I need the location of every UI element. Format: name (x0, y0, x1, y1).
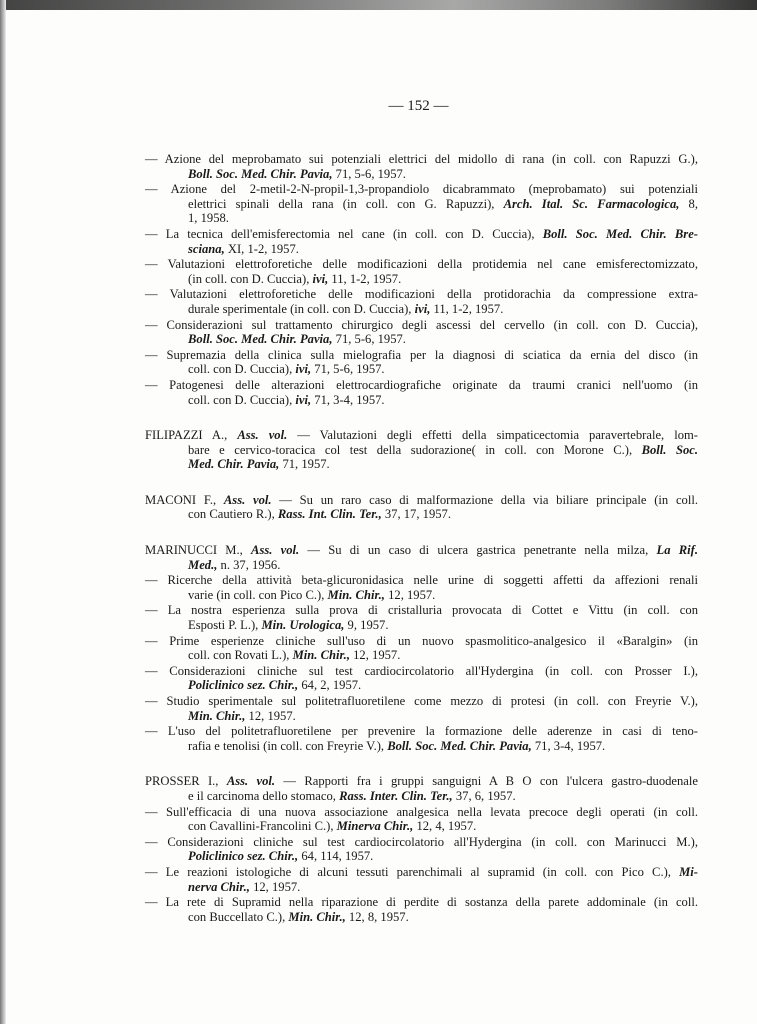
entry-line (145, 378, 698, 393)
entry-text: coll. con Rovati L.), (188, 648, 293, 663)
bibliography-entry (145, 694, 698, 723)
entry-text: 12, 8, 1957. (345, 909, 409, 924)
entry-text: coll. con D. Cuccia), (188, 392, 296, 407)
entry-text: — Azione del meprobamato sui potenziali elettrici del midollo di rana (in coll. con Rapuzzi G.), (145, 152, 698, 166)
entry-line (145, 362, 698, 377)
journal-citation: Ass. vol. (251, 543, 300, 558)
entry-line (145, 789, 698, 804)
entry-line (145, 895, 698, 910)
entry-line (145, 457, 698, 472)
entry-line (145, 588, 698, 603)
entry-text: XI, 1-2, 1957. (224, 241, 299, 256)
journal-citation: Min. Chir., (292, 648, 350, 663)
journal-citation: Boll. Soc. Med. Chir. Pavia, (188, 332, 333, 347)
journal-citation: Min. Chir., (288, 909, 346, 924)
entry-line (145, 182, 698, 197)
entry-text: 71, 5-6, 1957. (311, 362, 385, 377)
entry-line (145, 197, 698, 212)
entry-text: rafia e tenolisi (in coll. con Freyrie V.), (188, 738, 388, 753)
journal-citation: Ass. vol. (223, 492, 272, 507)
entry-text: — Sull'efficacia di una nuova associazione analgesica nella levata precoce degli operati (in coll. (145, 804, 698, 819)
entry-line (145, 428, 698, 443)
bibliography-author-entry (145, 428, 698, 472)
bibliography-entry (145, 724, 698, 753)
entry-text: — Su un raro caso di malformazione della via biliare principale (in coll. (271, 492, 698, 507)
journal-citation: sciana, (188, 241, 225, 256)
entry-text: (in coll. con D. Cuccia), (188, 271, 313, 286)
journal-citation: Policlinico sez. Chir., (188, 849, 299, 864)
entry-text: n. 37, 1956. (217, 557, 281, 572)
entry-line (145, 152, 698, 167)
journal-citation: Min. Chir., (327, 587, 385, 602)
entry-line (145, 835, 698, 850)
entry-text: — L'uso del politetrafluoretilene per prevenire la formazione delle aderenze in casi di teno- (145, 724, 698, 739)
entry-line (145, 819, 698, 834)
entry-line (145, 348, 698, 363)
entry-line (145, 227, 698, 242)
journal-citation: Min. Urologica, (261, 618, 345, 633)
entry-text: — La tecnica dell'emisferectomia nel cane (in coll. con D. Cuccia), (145, 226, 543, 241)
entry-text: 71, 5-6, 1957. (332, 332, 406, 347)
entry-text: — Valutazioni elettroforetiche delle modificazioni della protidorachia da compressione extra- (145, 287, 698, 302)
bibliography-entry (145, 835, 698, 864)
journal-citation: ivi, (312, 271, 329, 286)
entry-line (145, 694, 698, 709)
scan-top-edge (0, 0, 757, 10)
entry-line (145, 634, 698, 649)
scan-left-edge (0, 0, 6, 1024)
entry-line (145, 849, 698, 864)
bibliography-entry (145, 573, 698, 602)
journal-citation: Minerva Chir., (336, 819, 414, 834)
bibliography-entry (145, 865, 698, 894)
entry-text: 11, 1-2, 1957. (430, 301, 504, 316)
journal-citation: nerva Chir., (188, 879, 250, 894)
entry-text: 37, 6, 1957. (452, 788, 516, 803)
entry-line (145, 257, 698, 272)
entry-text: 12, 1957. (245, 708, 296, 723)
entry-line (145, 272, 698, 287)
bibliography-entry (145, 318, 698, 347)
entry-line (145, 880, 698, 895)
journal-citation: ivi, (414, 301, 431, 316)
entry-text: 12, 1957. (384, 587, 436, 602)
entry-text: e il carcinoma dello stomaco, (188, 788, 340, 803)
journal-citation: Mi- (679, 864, 698, 879)
bibliography-entry (145, 603, 698, 632)
bibliography-entry (145, 287, 698, 316)
journal-citation: Rass. Int. Clin. Ter., (277, 507, 382, 522)
entry-line (145, 618, 698, 633)
entry-text: 71, 3-4, 1957. (311, 392, 385, 407)
entry-line (145, 332, 698, 347)
entry-text: elettrici spinali della rana (in coll. con G. Rapuzzi), (188, 196, 504, 211)
entry-line (145, 648, 698, 663)
entry-text: coll. con D. Cuccia), (188, 362, 296, 377)
bibliography-entry (145, 664, 698, 693)
bibliography-entry (145, 182, 698, 226)
journal-citation: Ass. vol. (237, 428, 288, 443)
entry-line (145, 302, 698, 317)
bibliography-list (145, 152, 698, 925)
entry-text: MACONI F., (145, 492, 224, 507)
entry-line (145, 678, 698, 693)
entry-text: 11, 1-2, 1957. (328, 271, 402, 286)
entry-text: — Considerazioni cliniche sul test cardiocircolatorio all'Hydergina (in coll. con Prosser I.), (145, 663, 698, 678)
entry-text: con Cautiero R.), (188, 507, 278, 522)
entry-line (145, 167, 698, 182)
entry-text: — Azione del 2-metil-2-N-propil-1,3-propandiolo dicabrammato (meprobamato) sui potenziali (145, 182, 698, 197)
entry-text: — Patogenesi delle alterazioni elettrocardiografiche originate da traumi cranici nell'uomo (in (145, 377, 698, 392)
journal-citation: Med. Chir. Pavia, (188, 457, 280, 472)
entry-text: — Ricerche della attività beta-glicuronidasica nelle urine di soggetti affetti da affezioni renali (145, 573, 698, 588)
entry-text: — Valutazioni elettroforetiche delle modificazioni della protidemia nel cane emisferectomizzato, (145, 257, 698, 272)
entry-text: — La rete di Supramid nella riparazione di perdite di sostanza della parete addominale (in coll. (145, 895, 698, 910)
bibliography-author-entry (145, 774, 698, 803)
journal-citation: Boll. Soc. (641, 442, 698, 457)
entry-line (145, 709, 698, 724)
entry-line (145, 865, 698, 880)
bibliography-entry (145, 227, 698, 256)
entry-line (145, 493, 698, 508)
bibliography-entry (145, 895, 698, 924)
journal-citation: Arch. Ital. Sc. Farmacologica, (503, 196, 680, 211)
entry-text: — Rapporti fra i gruppi sanguigni A B O con l'ulcera gastro-duodenale (275, 774, 698, 789)
entry-text: bare e cervico-toracica col test della sudorazione( in coll. con Morone C.), (188, 442, 642, 457)
entry-text: 1, 1958. (188, 211, 229, 226)
entry-line (145, 910, 698, 925)
bibliography-entry (145, 805, 698, 834)
bibliography-entry (145, 348, 698, 377)
entry-text: — La nostra esperienza sulla prova di cristalluria provocata di Cottet e Vittu (in coll. con (145, 603, 698, 618)
journal-citation: Policlinico sez. Chir., (188, 678, 299, 693)
bibliography-entry (145, 257, 698, 286)
entry-line (145, 287, 698, 302)
entry-line (145, 318, 698, 333)
bibliography-entry (145, 152, 698, 181)
entry-text: MARINUCCI M., (145, 543, 252, 558)
entry-text: 64, 114, 1957. (298, 849, 374, 864)
bibliography-entry (145, 378, 698, 407)
entry-line (145, 543, 698, 558)
entry-text: — Studio sperimentale sul politetrafluoretilene come mezzo di protesi (in coll. con Freyrie V.), (145, 694, 698, 708)
bibliography-author-entry (145, 493, 698, 522)
entry-text: — Considerazioni cliniche sul test cardiocircolatorio all'Hydergina (in coll. con Marinucci M.), (145, 834, 698, 849)
entry-line (145, 739, 698, 754)
entry-line (145, 805, 698, 820)
entry-text: FILIPAZZI A., (145, 428, 238, 443)
journal-citation: ivi, (295, 392, 312, 407)
bibliography-author-entry (145, 543, 698, 572)
entry-line (145, 774, 698, 789)
entry-text: 12, 4, 1957. (413, 819, 477, 834)
entry-text: — Supremazia della clinica sulla mielografia per la diagnosi di sciatica da ernia del disco (in (145, 347, 698, 362)
entry-text: PROSSER I., (145, 774, 227, 789)
entry-text: 71, 1957. (279, 457, 330, 472)
journal-citation: Med., (188, 557, 218, 572)
entry-text: — Su di un caso di ulcera gastrica penetrante nella milza, (299, 543, 657, 558)
entry-line (145, 573, 698, 588)
journal-citation: ivi, (295, 362, 312, 377)
entry-text: — Prime esperienze cliniche sull'uso di un nuovo spasmolitico-analgesico il «Baralgin» (in (145, 633, 698, 648)
entry-line (145, 664, 698, 679)
journal-citation: Boll. Soc. Med. Chir. Pavia, (387, 738, 532, 753)
entry-line (145, 211, 698, 226)
entry-text: con Cavallini-Francolini C.), (188, 819, 337, 834)
entry-line (145, 558, 698, 573)
journal-citation: Min. Chir., (188, 708, 246, 723)
entry-text: 8, (679, 196, 699, 211)
entry-text: durale sperimentale (in coll. con D. Cuccia), (188, 301, 415, 316)
entry-line (145, 507, 698, 522)
journal-citation: La Rif. (656, 543, 698, 558)
journal-citation: Boll. Soc. Med. Chir. Bre- (542, 226, 698, 241)
entry-line (145, 443, 698, 458)
journal-citation: Boll. Soc. Med. Chir. Pavia, (188, 166, 333, 181)
journal-citation: Ass. vol. (226, 774, 276, 789)
entry-text: — Valutazioni degli effetti della simpaticectomia paravertebrale, lom- (287, 428, 698, 443)
entry-line (145, 242, 698, 257)
entry-text: 12, 1957. (249, 879, 301, 894)
entry-text: 64, 2, 1957. (298, 678, 362, 693)
entry-line (145, 393, 698, 408)
page-number: — 152 — (388, 98, 449, 114)
entry-text: 71, 5-6, 1957. (332, 166, 406, 181)
entry-text: con Buccellato C.), (188, 909, 289, 924)
entry-line (145, 603, 698, 618)
entry-text: 37, 17, 1957. (381, 507, 451, 522)
entry-text: 71, 3-4, 1957. (531, 738, 606, 753)
entry-text: varie (in coll. con Pico C.), (188, 587, 328, 602)
entry-text: Esposti P. L.), (188, 618, 262, 633)
entry-line (145, 724, 698, 739)
entry-text: 12, 1957. (349, 648, 401, 663)
entry-text: — Le reazioni istologiche di alcuni tessuti parenchimali al supramid (in coll. con Pico C.), (145, 864, 680, 879)
journal-citation: Rass. Inter. Clin. Ter., (339, 788, 453, 803)
bibliography-entry (145, 634, 698, 663)
entry-text: 9, 1957. (344, 618, 389, 633)
entry-text: — Considerazioni sul trattamento chirurgico degli ascessi del cervello (in coll. con D. Cuccia), (145, 317, 698, 332)
